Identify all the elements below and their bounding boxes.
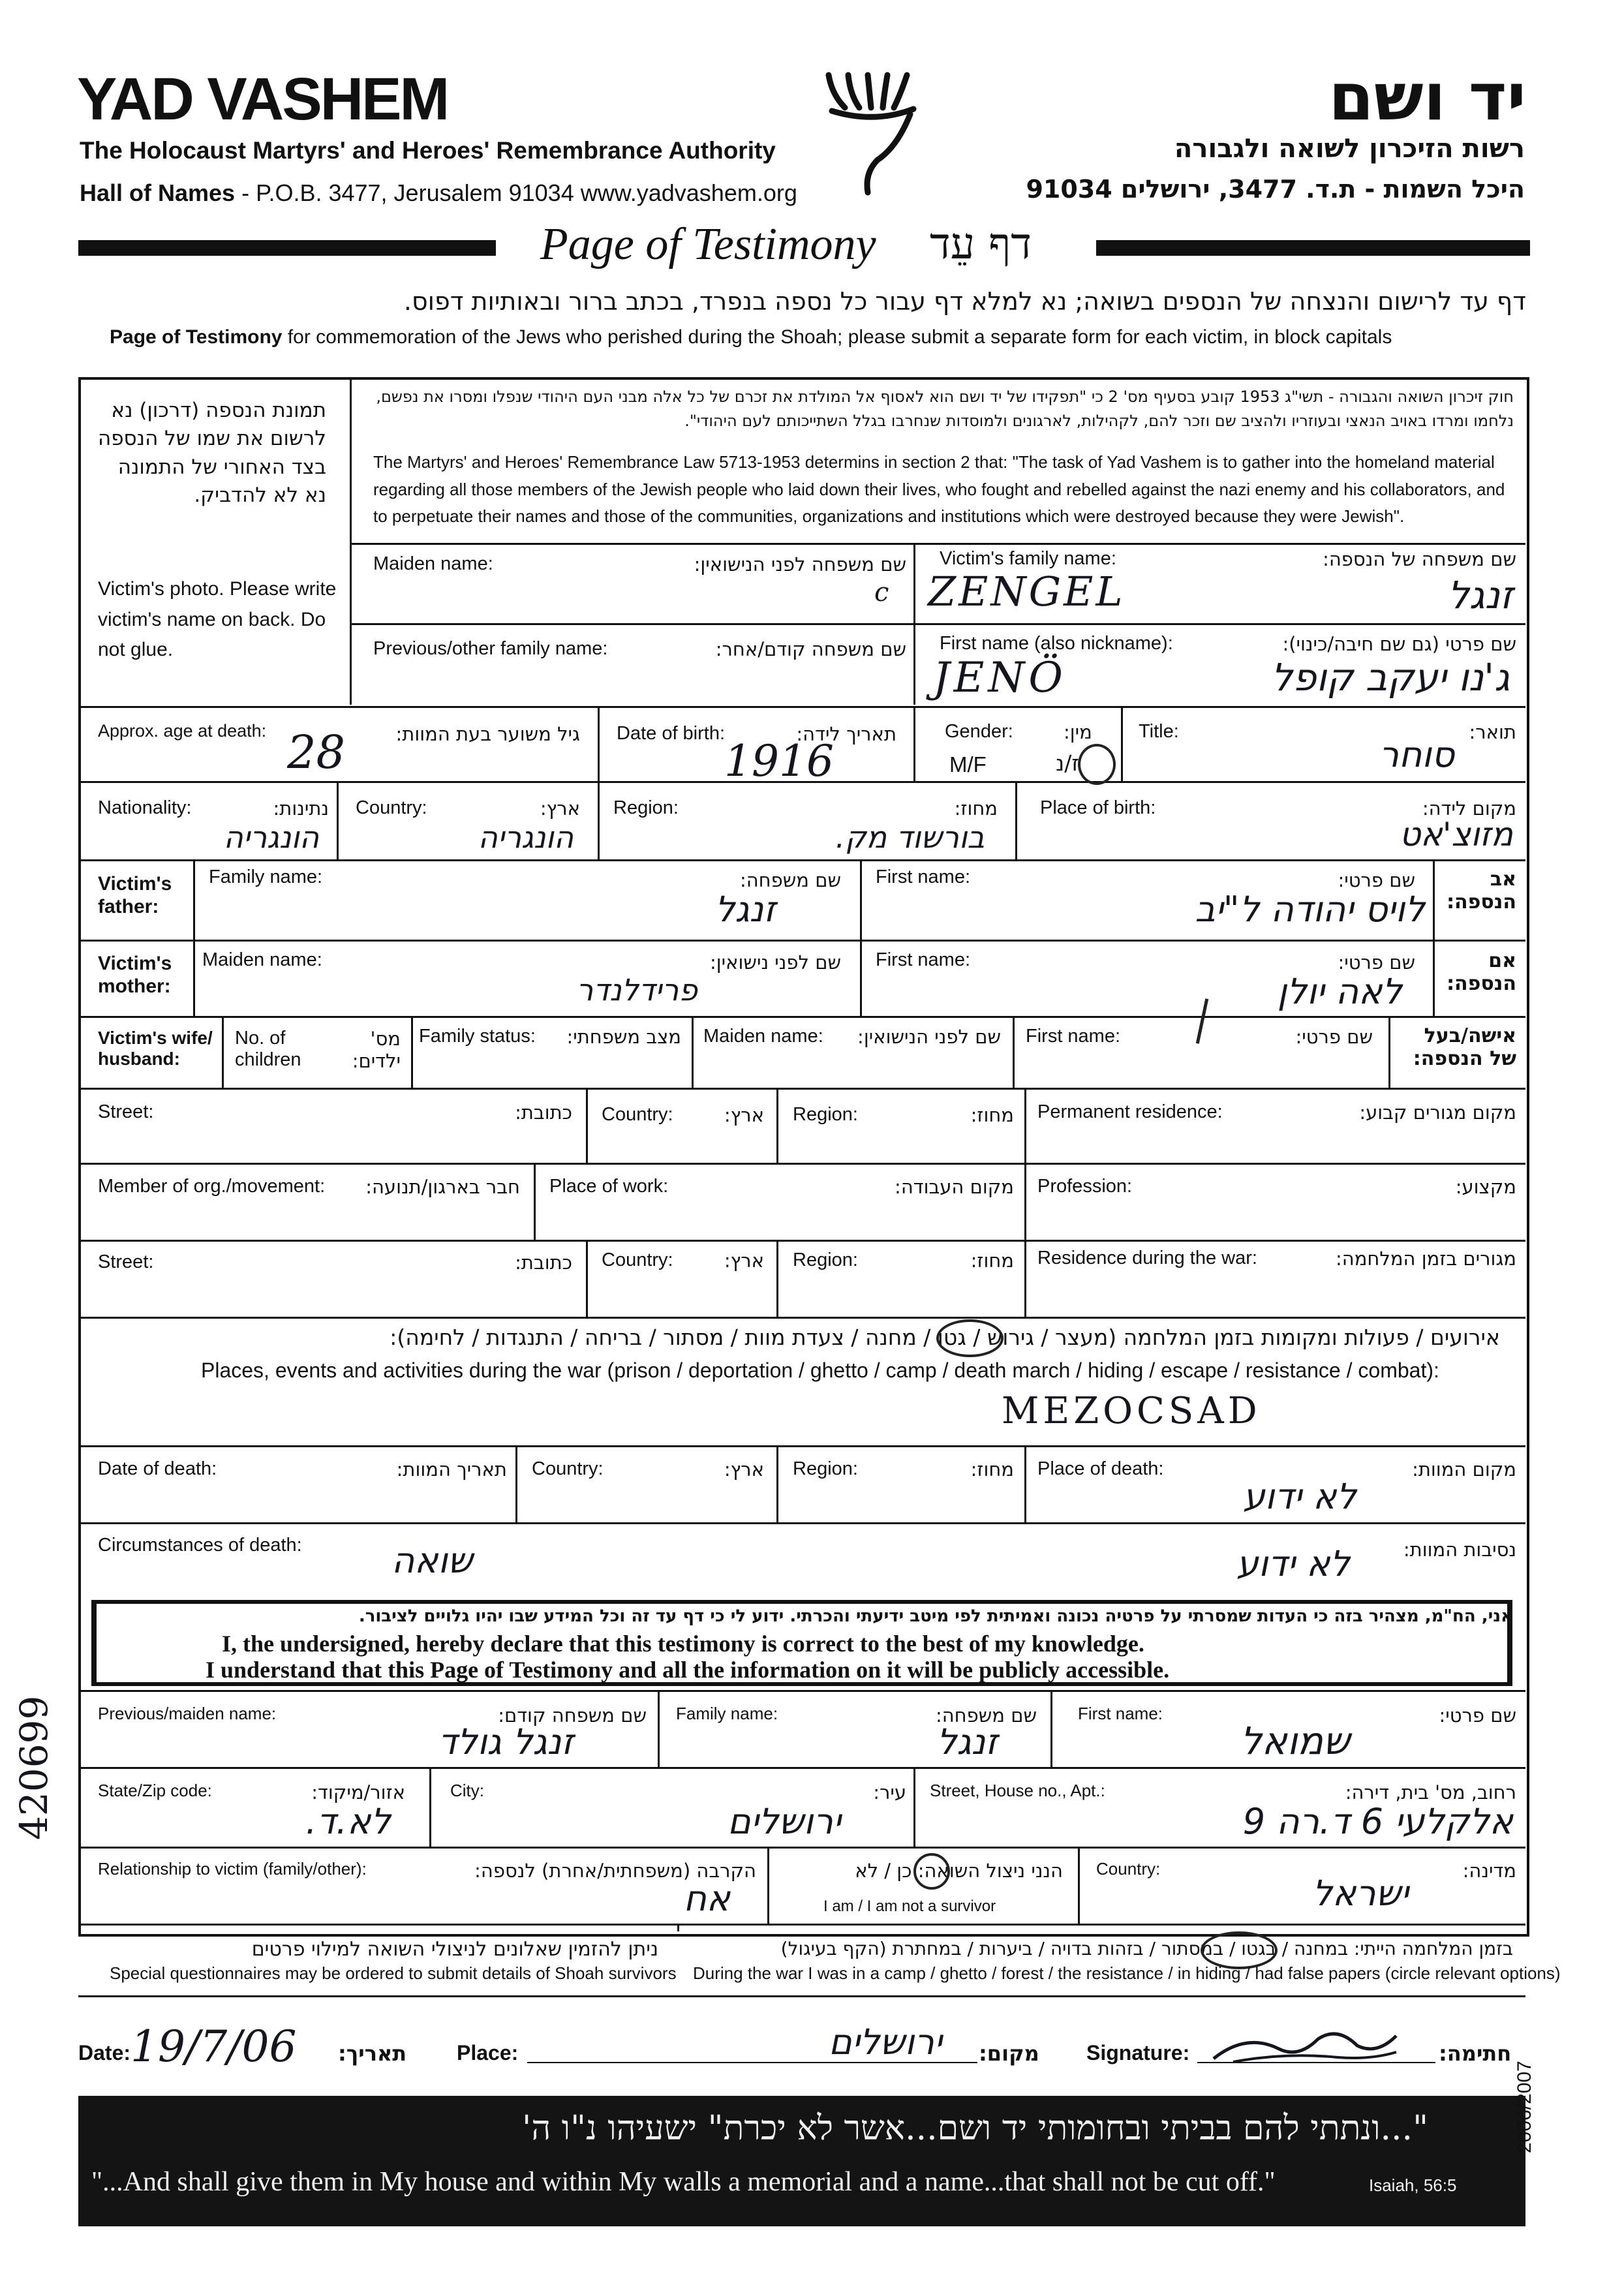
region-birth-div <box>1015 781 1017 859</box>
questionnaire-he: ניתן להזמין שאלונים לניצולי השואה למילוי פרטים <box>251 1938 658 1961</box>
perm-residence-label-he: מקום מגורים קבוע: <box>1359 1101 1516 1124</box>
war-street-d3 <box>1024 1240 1026 1317</box>
death-place-label: Place of death: <box>1037 1458 1164 1479</box>
dob-gender-div <box>913 706 915 781</box>
family-status-label-he: מצב משפחתי: <box>566 1026 681 1048</box>
title-rule-left <box>78 240 496 256</box>
sub-d2 <box>1050 1690 1052 1767</box>
dob-label-he: תאריך לידה: <box>796 723 896 745</box>
sub-prev-label-he: שם משפחה קודם: <box>498 1704 647 1727</box>
death-d3 <box>1024 1445 1026 1522</box>
spouse-d4 <box>1013 1016 1015 1088</box>
birthplace-value[interactable]: מזוצ'אט <box>1399 816 1513 853</box>
rel-d2 <box>1078 1847 1080 1924</box>
quest-d1 <box>677 1924 679 1931</box>
street-d2 <box>776 1088 778 1163</box>
declaration-en-1: I, the undersigned, hereby declare that this testimony is correct to the best of my knowledge. <box>222 1631 1144 1657</box>
spouse-maiden-label: Maiden name: <box>703 1026 823 1047</box>
family-name-label: Victim's family name: <box>940 548 1116 569</box>
sub-city-label: City: <box>450 1781 484 1800</box>
profession-label-he: מקצוע: <box>1455 1176 1516 1198</box>
death-country-label-he: ארץ: <box>724 1458 764 1481</box>
mother-first-value[interactable]: לאה יולן <box>1277 971 1402 1012</box>
gender-label-he: מין: <box>1064 721 1092 743</box>
sub-zip-label: State/Zip code: <box>98 1781 212 1800</box>
sub-first-label: First name: <box>1078 1704 1163 1723</box>
war-country-label-he: ארץ: <box>724 1250 764 1272</box>
row-age <box>78 706 1525 708</box>
gender-options[interactable]: M/F <box>949 752 987 776</box>
gender-circle <box>1078 744 1116 785</box>
form-bottom-rule <box>78 1995 1525 1997</box>
death-d2 <box>776 1445 778 1522</box>
father-mid-div <box>860 859 862 1016</box>
father-first-label-he: שם פרטי: <box>1338 869 1415 891</box>
member-d2 <box>1024 1163 1026 1240</box>
spouse-label: Victim's wife/ husband: <box>98 1028 213 1069</box>
residence-country-label-he: ארץ: <box>724 1104 764 1126</box>
dob-label: Date of birth: <box>617 723 726 744</box>
nat-country-div <box>337 781 339 859</box>
law-divider <box>350 543 1525 545</box>
war-street-d2 <box>776 1240 778 1317</box>
war-street-label: Street: <box>98 1251 154 1272</box>
perm-residence-label: Permanent residence: <box>1037 1101 1223 1122</box>
family-name-label-he: שם משפחה של הנספה: <box>1323 548 1516 570</box>
photo-instructions-he: תמונת הנספה (דרכון) נא לרשום את שמו של הנספה בצד האחורי של התמונה נא לא להדביק. <box>97 399 326 508</box>
first-name-label: First name (also nickname): <box>940 633 1173 654</box>
war-region-label: Region: <box>793 1250 858 1270</box>
mother-label-he: אם הנספה: <box>1447 949 1516 995</box>
region-label: Region: <box>613 797 679 818</box>
gender-title-div <box>1121 706 1123 781</box>
intro-en-rest: for commemoration of the Jews who perished during the Shoah; please submit a separate form for each victim, in block capitals <box>282 326 1392 348</box>
row-mother <box>78 940 1525 942</box>
spouse-d2 <box>411 1016 413 1088</box>
age-label-he: גיל משוער בעת המוות: <box>395 723 580 745</box>
member-label: Member of org./movement: <box>98 1176 326 1197</box>
death-region-label-he: מחוז: <box>970 1458 1014 1481</box>
father-family-value[interactable]: זנגל <box>714 889 776 930</box>
father-family-label: Family name: <box>209 867 323 887</box>
row-member <box>78 1163 1525 1165</box>
quote-source: Isaiah, 56:5 <box>1369 2175 1457 2195</box>
death-date-label: Date of death: <box>98 1458 217 1479</box>
first-name-label-he: שם פרטי (גם שם חיבה/כינוי): <box>1282 633 1516 655</box>
father-lbl-div <box>193 859 195 1016</box>
member-label-he: חבר בארגון/תנועה: <box>365 1176 520 1198</box>
maiden-name-label-he: שם משפחה לפני הנישואין: <box>694 553 906 576</box>
mother-label: Victim's mother: <box>98 953 172 997</box>
circumstances-value[interactable]: לא ידוע <box>1236 1543 1350 1584</box>
row-sub-rel <box>78 1847 1525 1849</box>
form-title-he: דף עֵד <box>930 219 1032 269</box>
sub-family-label: Family name: <box>676 1704 778 1723</box>
sub-country-value[interactable]: ישראל <box>1312 1873 1409 1914</box>
authority-en: The Holocaust Martyrs' and Heroes' Remembrance Authority <box>80 137 776 164</box>
dob-value[interactable]: 1916 <box>724 736 834 786</box>
sub-street-value[interactable]: אלקלעי 6 ד.רה 9 <box>1242 1801 1513 1842</box>
photo-box-divider <box>350 378 352 705</box>
member-d1 <box>534 1163 536 1240</box>
country-label-he: ארץ: <box>540 797 580 820</box>
death-place-value[interactable]: לא ידוע <box>1242 1476 1356 1517</box>
circumstances-label-he: נסיבות המוות: <box>1403 1539 1516 1561</box>
law-text-en: The Martyrs' and Heroes' Remembrance Law 5713-1953 determins in section 2 that: "The task of Yad Vashem is to gather into the homeland material regarding all those members of the Jewish people who laid down their lives, who fought and rebelled against the nazi enemy and his collaborators, and to perpetuate their names and those of the communities, organizations and institutions which were destroyed because they were Jewish". <box>373 452 1505 527</box>
street-d1 <box>586 1088 588 1163</box>
maiden-name-value[interactable]: c <box>874 577 889 607</box>
war-residence-label: Residence during the war: <box>1037 1248 1257 1268</box>
region-label-he: מחוז: <box>954 797 998 820</box>
father-first-value[interactable]: לויס יהודה ל"יב <box>1195 889 1425 930</box>
org-name-he: יד ושם <box>1328 59 1526 135</box>
family-name-value-he[interactable]: זנגל <box>1447 573 1513 617</box>
country-region-div <box>598 781 600 859</box>
events-label-he: אירועים / פעולות ומקומות בזמן המלחמה (מעצר / גירוש / גטו / מחנה / צעדת מוות / מסתור / בריחה / התנגדות / לחימה): <box>390 1325 1500 1350</box>
war-street-label-he: כתובת: <box>515 1251 572 1274</box>
sub-relationship-value[interactable]: אח <box>683 1878 730 1919</box>
spouse-label-he: אישה/בעל של הנספה: <box>1413 1024 1516 1070</box>
work-label-he: מקום העבודה: <box>895 1176 1014 1198</box>
country-label: Country: <box>356 797 427 818</box>
sub-first-value[interactable]: שמואל <box>1240 1719 1350 1763</box>
residence-region-label: Region: <box>793 1104 858 1125</box>
mother-maiden-label-he: שם לפני נישואין: <box>709 951 841 974</box>
nationality-value[interactable]: הונגריה <box>223 820 319 855</box>
hall-label-en: Hall of Names <box>80 179 236 206</box>
photo-instructions-en: Victim's photo. Please write victim's name on back. Do not glue. <box>98 578 337 660</box>
title-value[interactable]: סוחר <box>1379 734 1454 775</box>
hall-of-names-he: היכל השמות - ת.ד. 3477, ירושלים 91034 <box>1026 175 1525 204</box>
row-street <box>78 1088 1525 1090</box>
row-sub-address <box>78 1767 1525 1769</box>
survivor-label-en[interactable]: I am / I am not a survivor <box>823 1897 996 1915</box>
mother-first-label-he: שם פרטי: <box>1338 951 1415 974</box>
sub-relationship-label: Relationship to victim (family/other): <box>98 1859 367 1879</box>
row-spouse <box>78 1016 1525 1018</box>
title-label: Title: <box>1139 721 1179 742</box>
war-region-label-he: מחוז: <box>970 1250 1014 1272</box>
place-value[interactable]: ירושלים <box>828 2021 942 2063</box>
circumstances-value-2[interactable]: שואה <box>391 1540 473 1581</box>
father-family-label-he: שם משפחה: <box>739 869 841 891</box>
rel-d1 <box>767 1847 769 1924</box>
death-country-label: Country: <box>532 1458 604 1479</box>
addr-d2 <box>913 1767 915 1847</box>
spouse-d5 <box>1388 1016 1390 1088</box>
intro-he: דף עד לרישום והנצחה של הנספים בשואה; נא למלא דף עבור כל נספה בנפרד, בכתב ברור ובאותיות דפוס. <box>403 287 1526 316</box>
during-war-he: בזמן המלחמה הייתי: במחנה / בגטו / במסתור / בזהות בדויה / ביערות / במחתרת (הקף בעיגול) <box>780 1938 1513 1959</box>
place-label: Place: <box>457 2041 519 2065</box>
death-d1 <box>515 1445 517 1522</box>
questionnaire-en: Special questionnaires may be ordered to submit details of Shoah survivors <box>110 1963 677 1983</box>
quote-en: "...And shall give them in My house and within My walls a memorial and a name...that shall not be cut off." <box>91 2167 1276 2197</box>
circumstances-label: Circumstances of death: <box>98 1535 302 1556</box>
org-name-en: YAD VASHEM <box>77 66 448 132</box>
war-country-label: Country: <box>602 1250 673 1270</box>
hall-address-en: - P.O.B. 3477, Jerusalem 91034 www.yadvashem.org <box>235 179 797 206</box>
father-label: Victim's father: <box>98 873 172 917</box>
sub-zip-label-he: אזור/מיקוד: <box>311 1781 405 1804</box>
nationality-label-he: נתינות: <box>273 797 329 820</box>
events-label-en: Places, events and activities during the war (prison / deportation / ghetto / camp / death march / hiding / escape / resistance / combat): <box>201 1359 1439 1382</box>
age-dob-div <box>598 706 600 781</box>
row-submitter <box>78 1690 1525 1692</box>
sub-country-label-he: מדינה: <box>1462 1860 1516 1882</box>
age-value[interactable]: 28 <box>287 726 346 779</box>
sub-country-label: Country: <box>1096 1859 1161 1879</box>
gender-options-he[interactable]: ז/נ <box>1056 750 1079 776</box>
region-value[interactable]: בורשוד מק. <box>835 820 985 855</box>
spouse-maiden-label-he: שם לפני הנישואין: <box>857 1026 1001 1048</box>
sub-street-label: Street, House no., Apt.: <box>930 1781 1105 1800</box>
row-war-street <box>78 1240 1525 1242</box>
authority-he: רשות הזיכרון לשואה ולגבורה <box>1174 134 1525 164</box>
sub-family-label-he: שם משפחה: <box>935 1704 1037 1727</box>
addr-d1 <box>429 1767 431 1847</box>
yad-vashem-logo <box>819 69 930 199</box>
events-circle <box>936 1319 1004 1357</box>
war-street-d1 <box>586 1240 588 1317</box>
prev-family-name-label: Previous/other family name: <box>373 638 608 659</box>
title-rule-right <box>1096 240 1530 256</box>
prev-family-name-label-he: שם משפחה קודם/אחר: <box>715 638 906 660</box>
quote-he: "...ונתתי להם בביתי ובחומותי יד ושם...אשר לא יכרת" ישעיהו נ"ו ה' <box>522 2109 1428 2148</box>
signature-label-he: חתימה: <box>1439 2041 1512 2066</box>
street-label-he: כתובת: <box>515 1101 572 1124</box>
sub-city-label-he: עיר: <box>873 1781 906 1804</box>
title-label-he: תואר: <box>1469 721 1516 743</box>
side-code: 2006/2007 <box>1514 2061 1535 2153</box>
work-label: Place of work: <box>549 1176 669 1197</box>
intro-en <box>110 326 1392 348</box>
children-label: No. of children <box>235 1028 301 1071</box>
form-title-en: Page of Testimony <box>540 219 876 269</box>
maiden-name-label: Maiden name: <box>373 553 493 574</box>
father-he-div <box>1433 859 1435 1016</box>
death-date-label-he: תאריך המוות: <box>396 1458 507 1481</box>
survivor-label-he: הנני ניצול השואה: כן / לא <box>855 1860 1063 1882</box>
law-text-he: חוק זיכרון השואה והגבורה - תשי"ג 1953 קובע בסעיף מס' 2 כי "תפקידו של יד ושם הוא לאסוף אל המולדת את זכרם של כל אלה מבני העם היהודי שנפלו ומסרו את נפשם, נלחמו ומרדו באויב הנאצי ובעוזריו ולהציב שם וזכר להם, לקהילות, לארגונים ולמוסדות שנחרבו בגלל השתייכותם לעם היהודי". <box>376 388 1514 431</box>
residence-region-label-he: מחוז: <box>970 1104 1014 1126</box>
intro-en-bold: Page of Testimony <box>110 326 283 348</box>
row-sub-quest <box>78 1924 1525 1926</box>
profession-label: Profession: <box>1037 1176 1133 1197</box>
first-name-value[interactable]: JENÖ <box>933 654 1067 702</box>
signature-scribble <box>1207 2019 1403 2072</box>
street-label: Street: <box>98 1101 154 1122</box>
country-value[interactable]: הונגריה <box>478 820 574 855</box>
spouse-first-label: First name: <box>1026 1026 1121 1047</box>
sub-d1 <box>658 1690 660 1767</box>
mother-maiden-label: Maiden name: <box>202 949 322 970</box>
birthplace-label-he: מקום לידה: <box>1422 797 1516 820</box>
row-death <box>78 1445 1525 1447</box>
name-mid-divider <box>350 623 1525 625</box>
declaration-he: אני, הח"מ, מצהיר בזה כי העדות שמסרתי על פרטיה נכונה ואמיתית לפי מיטב ידיעתי והכרתי. ידוע לי כי דף עד זה וכל המידע שבו יהיו גלויים לציבור. <box>358 1606 1513 1626</box>
date-value[interactable]: 19/7/06 <box>130 2021 297 2072</box>
date-label: Date: <box>78 2041 131 2065</box>
row-events <box>78 1317 1525 1319</box>
residence-country-label: Country: <box>602 1104 673 1125</box>
birthplace-label: Place of birth: <box>1040 797 1156 818</box>
declaration-en-2: I understand that this Page of Testimony and all the information on it will be publicly accessible. <box>206 1657 1170 1683</box>
first-name-value-he[interactable]: ג'נו יעקב קופל <box>1271 655 1510 699</box>
father-label-he: אב הנספה: <box>1447 868 1516 913</box>
sub-street-label-he: רחוב, מס' בית, דירה: <box>1345 1781 1516 1804</box>
mother-maiden-value[interactable]: פרידלנדר <box>576 972 697 1007</box>
place-label-he: מקום: <box>979 2041 1039 2066</box>
children-label-he: מס' ילדים: <box>352 1028 401 1072</box>
street-d3 <box>1024 1088 1026 1163</box>
spouse-d3 <box>692 1016 694 1088</box>
row-father <box>78 859 1525 861</box>
sub-relationship-label-he: הקרבה (משפחתית/אחרת) לנספה: <box>474 1860 756 1882</box>
father-first-label: First name: <box>876 867 971 887</box>
sub-zip-value[interactable]: לא.ד. <box>305 1801 391 1842</box>
war-residence-label-he: מגורים בזמן המלחמה: <box>1336 1248 1516 1270</box>
sub-first-label-he: שם פרטי: <box>1439 1704 1516 1727</box>
family-name-value[interactable]: ZENGEL <box>928 568 1126 615</box>
death-region-label: Region: <box>793 1458 858 1479</box>
sub-prev-label: Previous/maiden name: <box>98 1704 277 1723</box>
hall-of-names-en <box>80 179 797 207</box>
events-value[interactable]: MEZOCSAD <box>1002 1390 1261 1432</box>
stamp-number: 420699 <box>12 1695 56 1840</box>
date-label-he: תאריך: <box>338 2041 407 2066</box>
sub-family-value[interactable]: זנגל <box>936 1721 998 1762</box>
signature-label: Signature: <box>1086 2041 1190 2065</box>
mother-first-label: First name: <box>876 949 971 970</box>
gender-label: Gender: <box>945 721 1013 742</box>
spouse-first-label-he: שם פרטי: <box>1295 1026 1373 1048</box>
sub-city-value[interactable]: ירושלים <box>727 1801 841 1842</box>
age-label: Approx. age at death: <box>98 721 267 741</box>
spouse-d1 <box>222 1016 224 1088</box>
sub-prev-value[interactable]: זנגל גולד <box>438 1721 574 1762</box>
survivor-circle <box>913 1853 950 1890</box>
during-war-en: During the war I was in a camp / ghetto / forest / the resistance / in hiding / had false papers (circle relevant options) <box>693 1963 1561 1983</box>
row-circ <box>78 1522 1525 1524</box>
death-place-label-he: מקום המוות: <box>1412 1458 1516 1481</box>
nationality-label: Nationality: <box>98 797 192 818</box>
family-status-label: Family status: <box>419 1026 536 1047</box>
